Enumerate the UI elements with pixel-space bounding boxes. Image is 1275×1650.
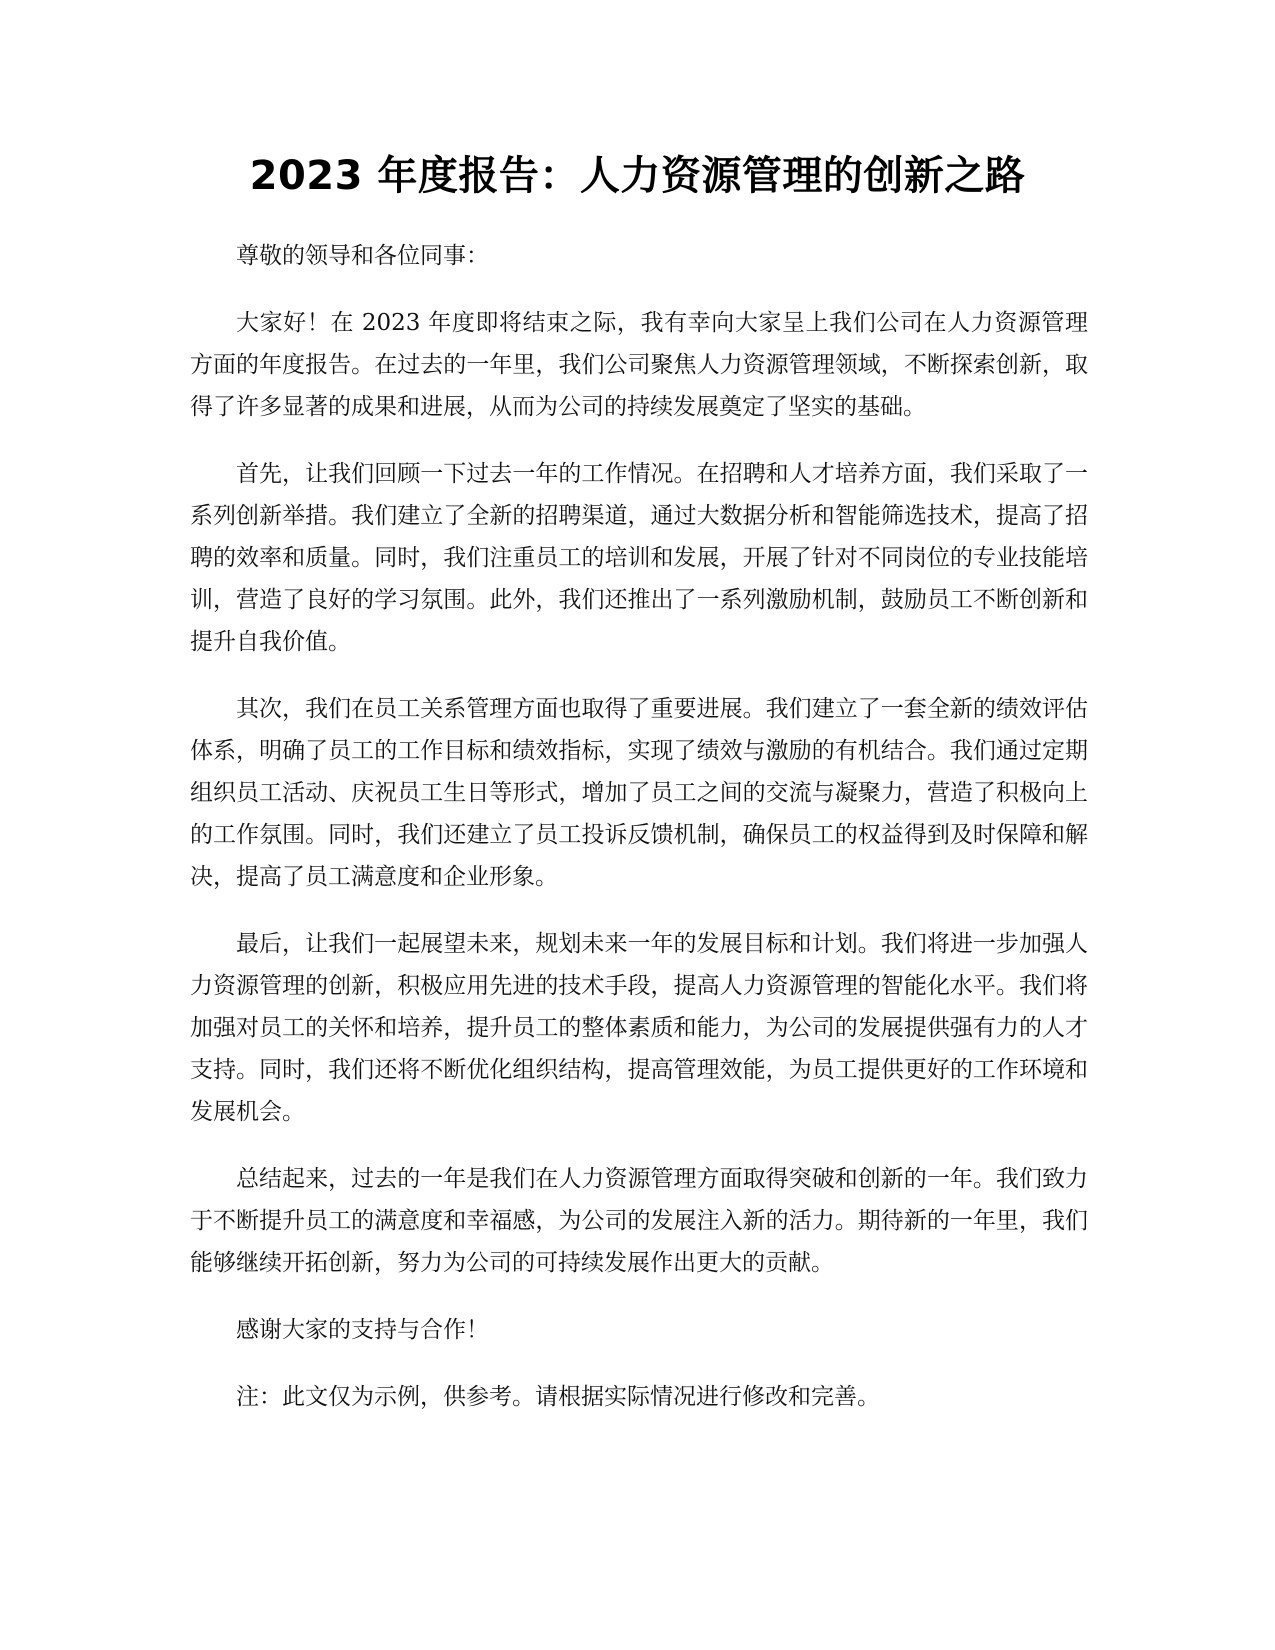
paragraph-intro: 大家好！在 2023 年度即将结束之际，我有幸向大家呈上我们公司在人力资源管理方面的年度报告。在过去的一年里，我们公司聚焦人力资源管理领域，不断探索创新，取得了许多显著的成果和进展，从而为公司的持续发展奠定了坚实的基础。 bbox=[190, 310, 1088, 420]
paragraph-employee-relations: 其次，我们在员工关系管理方面也取得了重要进展。我们建立了一套全新的绩效评估体系，明确了员工的工作目标和绩效指标，实现了绩效与激励的有机结合。我们通过定期组织员工活动、庆祝员工生日等形式，增加了员工之间的交流与凝聚力，营造了积极向上的工作氛围。同时，我们还建立了员工投诉反馈机制，确保员工的权益得到及时保障和解决，提高了员工满意度和企业形象。 bbox=[190, 696, 1088, 890]
paragraph-thanks: 感谢大家的支持与合作！ bbox=[236, 1317, 489, 1343]
document-body bbox=[190, 235, 1088, 1443]
paragraph-greeting: 尊敬的领导和各位同事： bbox=[236, 243, 489, 269]
paragraph-summary: 总结起来，过去的一年是我们在人力资源管理方面取得突破和创新的一年。我们致力于不断提升员工的满意度和幸福感，为公司的发展注入新的活力。期待新的一年里，我们能够继续开拓创新，努力为公司的可持续发展作出更大的贡献。 bbox=[190, 1166, 1088, 1276]
paragraph-note: 注：此文仅为示例，供参考。请根据实际情况进行修改和完善。 bbox=[236, 1384, 880, 1410]
document-title: 2023 年度报告：人力资源管理的创新之路 bbox=[249, 153, 1026, 199]
paragraph-review: 首先，让我们回顾一下过去一年的工作情况。在招聘和人才培养方面，我们采取了一系列创新举措。我们建立了全新的招聘渠道，通过大数据分析和智能筛选技术，提高了招聘的效率和质量。同时，我们注重员工的培训和发展，开展了针对不同岗位的专业技能培训，营造了良好的学习氛围。此外，我们还推出了一系列激励机制，鼓励员工不断创新和提升自我价值。 bbox=[190, 461, 1088, 655]
paragraph-outlook: 最后，让我们一起展望未来，规划未来一年的发展目标和计划。我们将进一步加强人力资源管理的创新，积极应用先进的技术手段，提高人力资源管理的智能化水平。我们将加强对员工的关怀和培养，提升员工的整体素质和能力，为公司的发展提供强有力的人才支持。同时，我们还将不断优化组织结构，提高管理效能，为员工提供更好的工作环境和发展机会。 bbox=[190, 931, 1088, 1125]
